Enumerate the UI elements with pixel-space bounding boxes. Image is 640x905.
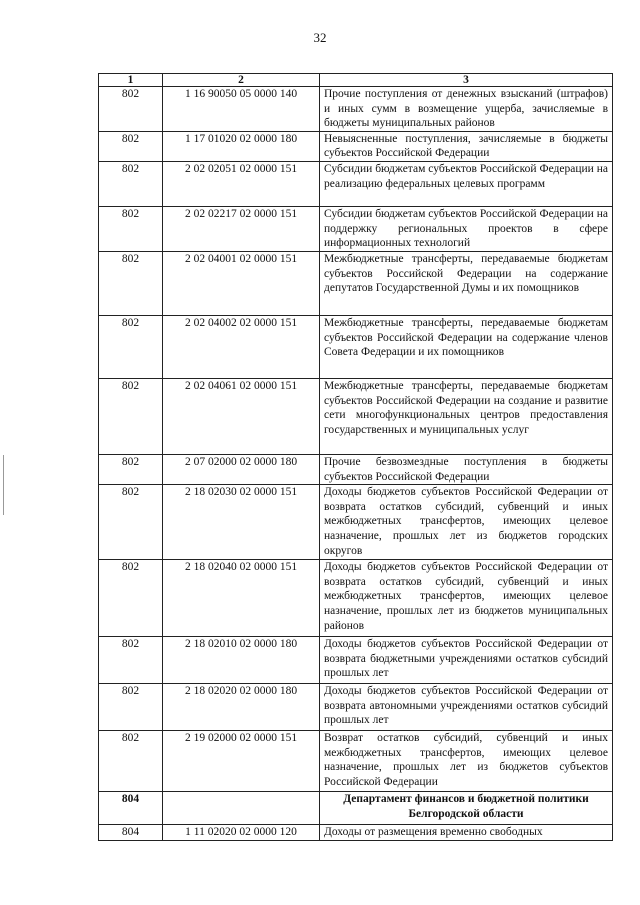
table-row xyxy=(99,560,613,637)
income-description: Прочие поступления от денежных взысканий (штрафов) и иных сумм в возмещение ущерба, зачисляемые в бюджеты муниципальных районов xyxy=(320,87,613,132)
admin-code: 802 xyxy=(99,454,163,484)
page-number: 32 xyxy=(313,30,327,45)
income-description: Возврат остатков субсидий, субвенций и иных межбюджетных трансфертов, имеющих целевое назначение, прошлых лет из бюджетов субъектов Российской Федерации xyxy=(320,731,613,792)
budget-code: 2 02 04001 02 0000 151 xyxy=(163,251,320,315)
budget-code: 2 18 02010 02 0000 180 xyxy=(163,637,320,684)
income-description: Доходы бюджетов субъектов Российской Федерации от возврата остатков субсидий, субвенций и иных межбюджетных трансфертов, имеющих целевое назначение, прошлых лет из бюджетов городских округов xyxy=(320,485,613,560)
table-row xyxy=(99,378,613,454)
budget-code: 2 02 04002 02 0000 151 xyxy=(163,315,320,378)
admin-code: 802 xyxy=(99,315,163,378)
header-col-1: 1 xyxy=(99,74,163,87)
table-row xyxy=(99,731,613,792)
table-row xyxy=(99,637,613,684)
income-description: Межбюджетные трансферты, передаваемые бюджетам субъектов Российской Федерации на содержание депутатов Государственной Думы и их помощников xyxy=(320,251,613,315)
admin-code: 804 xyxy=(99,825,163,841)
budget-code: 2 02 02217 02 0000 151 xyxy=(163,206,320,251)
table-row xyxy=(99,454,613,484)
admin-code: 802 xyxy=(99,206,163,251)
table-row xyxy=(99,251,613,315)
table-row xyxy=(99,485,613,560)
admin-code: 802 xyxy=(99,731,163,792)
section-code-empty xyxy=(163,792,320,825)
admin-code: 802 xyxy=(99,87,163,132)
income-description: Межбюджетные трансферты, передаваемые бюджетам субъектов Российской Федерации на содержание членов Совета Федерации и их помощников xyxy=(320,315,613,378)
table-row xyxy=(99,684,613,731)
budget-code: 2 07 02000 02 0000 180 xyxy=(163,454,320,484)
budget-classification-table xyxy=(98,73,613,841)
table-row xyxy=(99,315,613,378)
income-description: Межбюджетные трансферты, передаваемые бюджетам субъектов Российской Федерации на создание и развитие сети многофункциональных центров предоставления государственных и муниципальных услуг xyxy=(320,378,613,454)
income-description: Субсидии бюджетам субъектов Российской Федерации на поддержку региональных проектов в сфере информационных технологий xyxy=(320,206,613,251)
header-col-3: 3 xyxy=(320,74,613,87)
admin-code: 802 xyxy=(99,560,163,637)
budget-code: 2 18 02040 02 0000 151 xyxy=(163,560,320,637)
admin-code: 802 xyxy=(99,161,163,206)
header-row xyxy=(99,74,613,87)
budget-code: 2 02 04061 02 0000 151 xyxy=(163,378,320,454)
table-row xyxy=(99,87,613,132)
admin-code: 802 xyxy=(99,485,163,560)
admin-code: 802 xyxy=(99,131,163,161)
income-description: Прочие безвозмездные поступления в бюджеты субъектов Российской Федерации xyxy=(320,454,613,484)
margin-scan-mark xyxy=(3,455,4,515)
income-description: Доходы от размещения временно свободных xyxy=(320,825,613,841)
income-description: Доходы бюджетов субъектов Российской Федерации от возврата автономными учреждениями остатков субсидий прошлых лет xyxy=(320,684,613,731)
table-row xyxy=(99,825,613,841)
budget-code: 2 18 02020 02 0000 180 xyxy=(163,684,320,731)
table-row xyxy=(99,161,613,206)
section-title: Департамент финансов и бюджетной политики Белгородской области xyxy=(320,792,613,825)
budget-code: 1 16 90050 05 0000 140 xyxy=(163,87,320,132)
table-row xyxy=(99,131,613,161)
budget-code: 2 19 02000 02 0000 151 xyxy=(163,731,320,792)
section-header-row xyxy=(99,792,613,825)
budget-code: 1 17 01020 02 0000 180 xyxy=(163,131,320,161)
header-col-2: 2 xyxy=(163,74,320,87)
table-row xyxy=(99,206,613,251)
income-description: Доходы бюджетов субъектов Российской Федерации от возврата бюджетными учреждениями остатков субсидий прошлых лет xyxy=(320,637,613,684)
admin-code: 802 xyxy=(99,378,163,454)
budget-code: 2 02 02051 02 0000 151 xyxy=(163,161,320,206)
admin-code: 802 xyxy=(99,637,163,684)
income-description: Субсидии бюджетам субъектов Российской Федерации на реализацию федеральных целевых программ xyxy=(320,161,613,206)
admin-code: 802 xyxy=(99,684,163,731)
budget-code: 1 11 02020 02 0000 120 xyxy=(163,825,320,841)
budget-code: 2 18 02030 02 0000 151 xyxy=(163,485,320,560)
admin-code: 802 xyxy=(99,251,163,315)
section-admin-code: 804 xyxy=(99,792,163,825)
income-description: Доходы бюджетов субъектов Российской Федерации от возврата остатков субсидий, субвенций и иных межбюджетных трансфертов, имеющих целевое назначение, прошлых лет из бюджетов муниципальных районов xyxy=(320,560,613,637)
income-description: Невыясненные поступления, зачисляемые в бюджеты субъектов Российской Федерации xyxy=(320,131,613,161)
